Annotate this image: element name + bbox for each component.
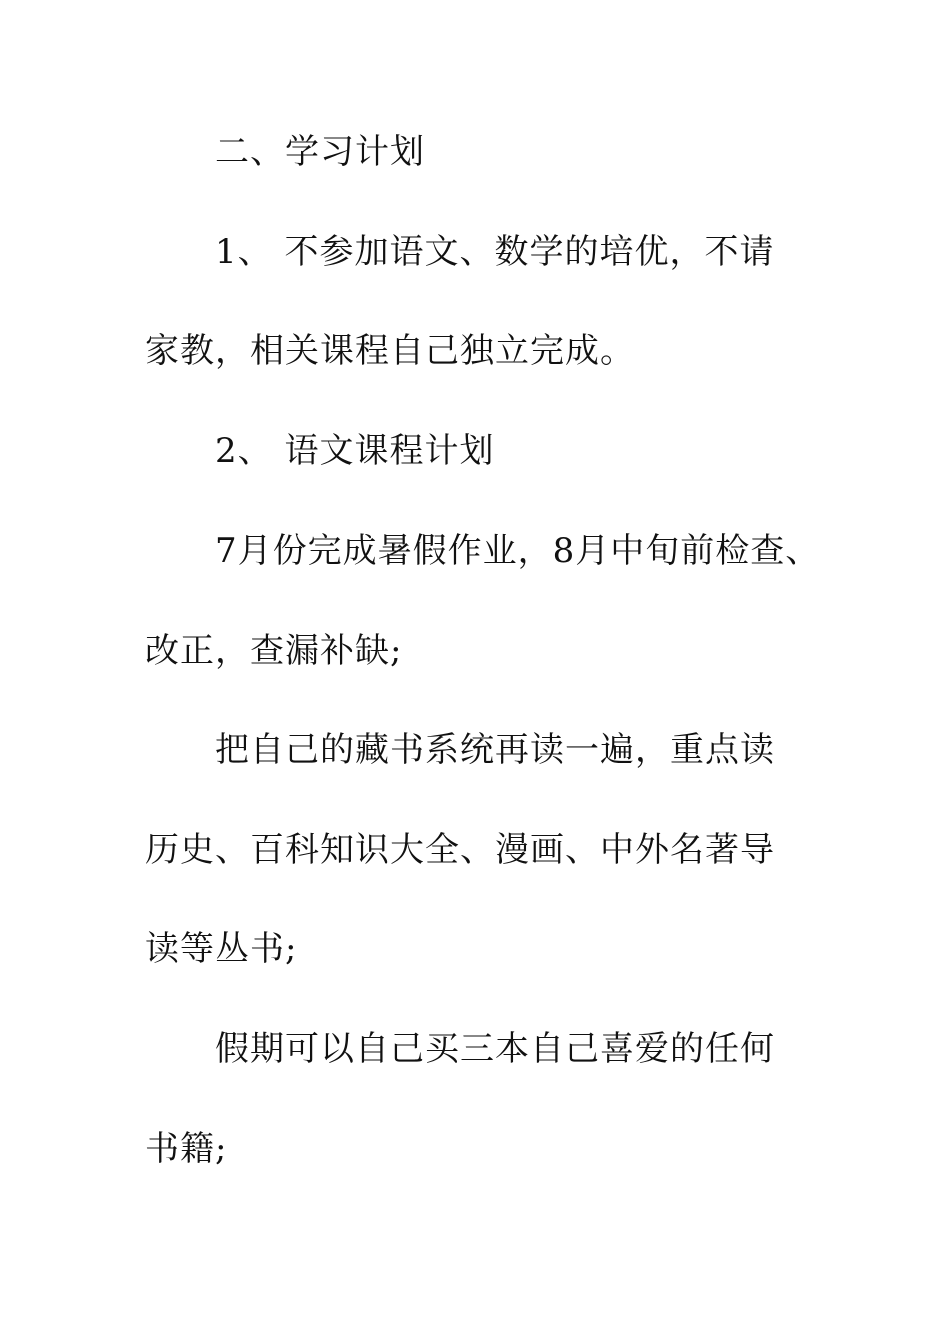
paragraph-line: 假期可以自己买三本自己喜爱的任何 xyxy=(215,1029,775,1069)
paragraph-line: 历史、百科知识大全、漫画、中外名著导 xyxy=(145,830,775,870)
paragraph-line: 把自己的藏书系统再读一遍，重点读 xyxy=(215,730,775,770)
section-heading: 二、学习计划 xyxy=(215,132,425,172)
paragraph-line: 1、 不参加语文、数学的培优，不请 xyxy=(215,232,775,272)
paragraph-line: 2、 语文课程计划 xyxy=(215,431,495,471)
paragraph-line: 7月份完成暑假作业，8月中旬前检查、 xyxy=(215,531,821,571)
paragraph-line: 家教，相关课程自己独立完成。 xyxy=(145,331,635,371)
paragraph-line: 读等丛书; xyxy=(145,929,298,969)
paragraph-line: 改正，查漏补缺; xyxy=(145,631,403,671)
paragraph-line: 书籍; xyxy=(145,1129,228,1169)
